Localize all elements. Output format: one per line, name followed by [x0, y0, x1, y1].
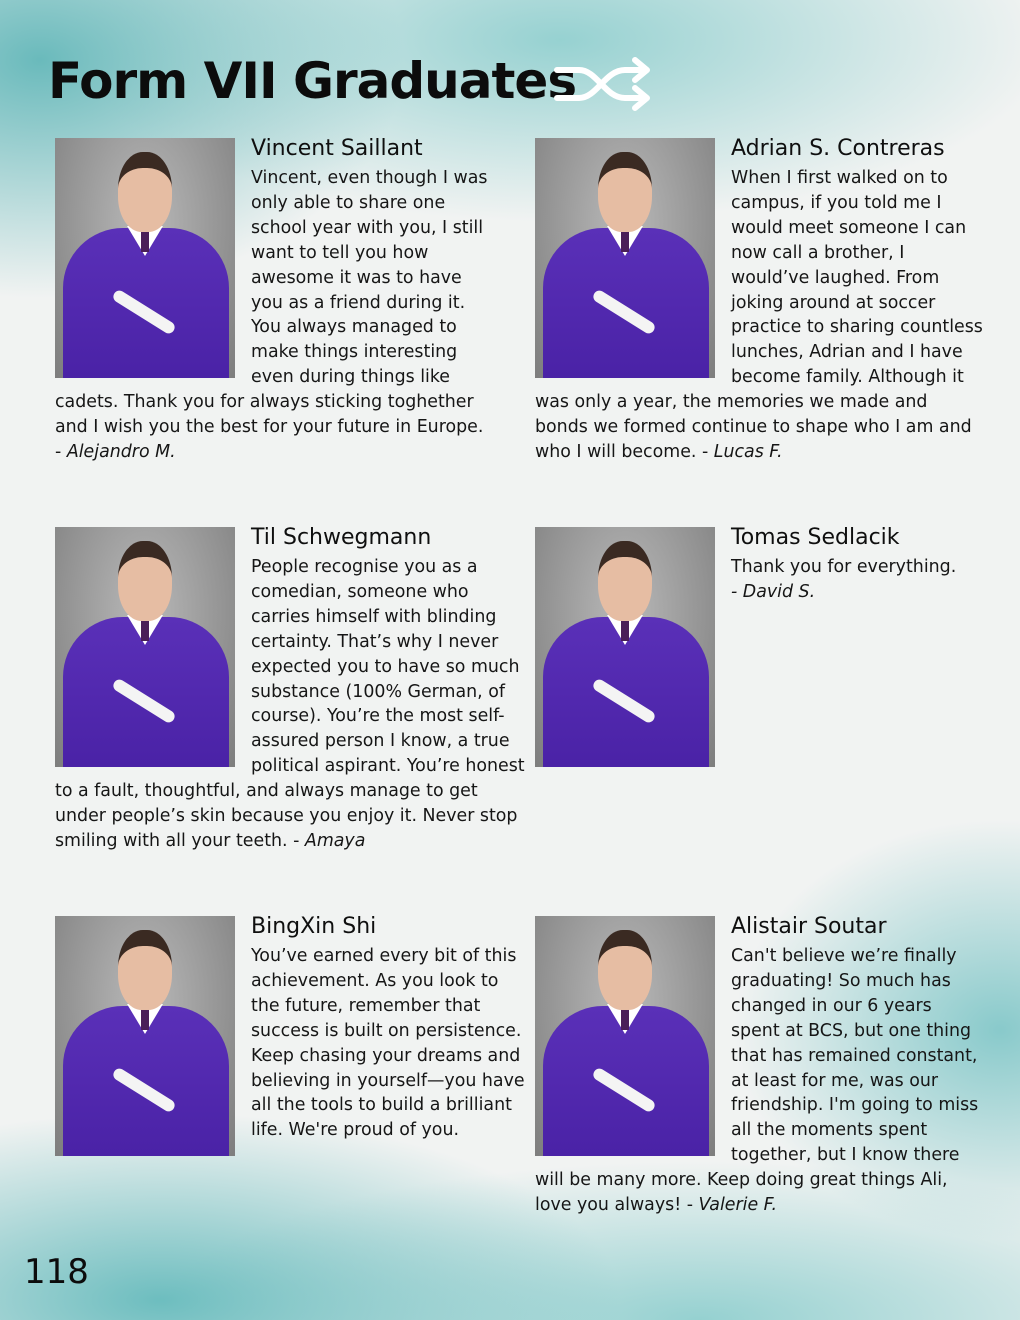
graduate-name: Til Schwegmann: [251, 525, 432, 550]
graduate-card-tomas: [535, 527, 975, 769]
graduate-photo: [535, 916, 715, 1156]
graduate-card-til: [55, 527, 525, 854]
graduate-message: When I first walked on to campus, if you told me I would meet someone I can now call a brother, I would’ve laughed. From joking around at soccer practice to sharing countless lunches, Adrian and I have become family. Although it was only a year, the memories we made and bonds we formed continue to shape who I am and who I will become. - Lucas F.: [535, 168, 983, 462]
graduate-name: BingXin Shi: [251, 914, 377, 939]
graduate-photo: [55, 138, 235, 378]
graduate-message: Can't believe we’re finally graduating! So much has changed in our 6 years spent at BCS, but one thing that has remained constant, at least for me, was our friendship. I'm going to miss all the moments spent together, but I know there will be many more. Keep doing great things Ali, love you always! - Valerie F.: [535, 946, 979, 1216]
graduate-message: Vincent, even though I was only able to share one school year with you, I still want to tell you how awesome it was to have you as a friend during it. You always managed to make things interesting even during things like cadets. Thank you for always sticking toghether and I wish you the best for your future in Europe. - Alejandro M.: [55, 168, 488, 462]
graduate-photo: [535, 527, 715, 767]
shuffle-arrows-icon: [553, 56, 655, 112]
message-signature: Amaya: [304, 830, 366, 851]
graduate-message: People recognise you as a comedian, someone who carries himself with blinding certainty. That’s why I never expected you to have so much substance (100% German, of course). You’re the most self-assured person I know, a true political aspirant. You’re honest to a fault, thoughtful, and always manage to get under people’s skin because you enjoy it. Never stop smiling with all your teeth. - Amaya: [55, 557, 525, 851]
message-signature: Alejandro M.: [66, 441, 176, 462]
page-number: 118: [24, 1252, 89, 1292]
graduate-message: Thank you for everything. - David S.: [731, 557, 957, 602]
graduate-photo: [55, 527, 235, 767]
graduate-name: Vincent Saillant: [251, 136, 423, 161]
graduate-name: Adrian S. Contreras: [731, 136, 945, 161]
graduate-message: You’ve earned every bit of this achievement. As you look to the future, remember that success is built on persistence. Keep chasing your dreams and believing in yourself—you have all the tools to build a brilliant life. We're proud of you.: [251, 946, 525, 1141]
graduate-card-vincent: [55, 138, 495, 465]
graduate-card-alistair: [535, 916, 980, 1218]
graduate-photo: [535, 138, 715, 378]
graduate-name: Tomas Sedlacik: [731, 525, 900, 550]
message-signature: Valerie F.: [698, 1195, 777, 1216]
graduate-photo: [55, 916, 235, 1156]
message-signature: Lucas F.: [713, 441, 783, 462]
graduate-card-bingxin: [55, 916, 525, 1158]
message-signature: - David S.: [731, 581, 816, 602]
graduate-card-adrian: [535, 138, 983, 465]
page-title: Form VII Graduates: [48, 52, 577, 110]
graduate-name: Alistair Soutar: [731, 914, 887, 939]
